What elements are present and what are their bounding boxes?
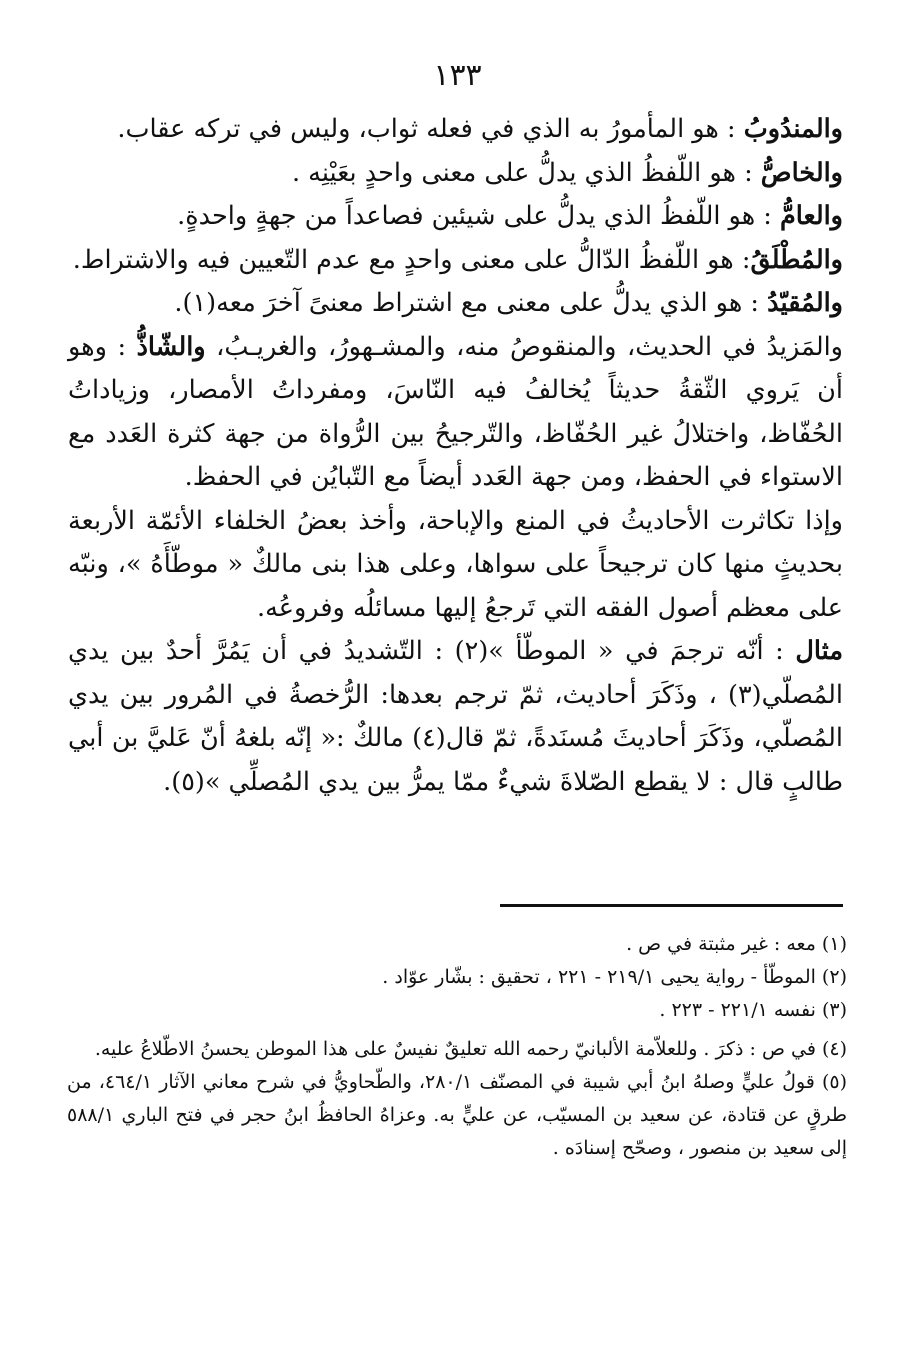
term-mutlaq: والمُطْلَقُ bbox=[750, 244, 843, 275]
definition-muqayyad bbox=[68, 282, 843, 326]
term-khass: والخاصُّ bbox=[760, 157, 843, 188]
definition-text: : هو الذي يدلُّ على معنى مع اشتراط معنىً آخرَ معه(١). bbox=[174, 288, 768, 318]
definition-amm bbox=[68, 195, 843, 239]
definition-khass bbox=[68, 152, 843, 196]
definition-text: : هو اللّفظُ الذي يدلُّ على معنى واحدٍ بعَيْنِه . bbox=[291, 157, 761, 188]
footnote-divider bbox=[500, 904, 843, 907]
paragraph-shadh bbox=[68, 326, 843, 500]
paragraph-example-text: : أنّه ترجمَ في « الموطّأ »(٢) : التّشديدُ في أن يَمُرَّ أحدٌ بين يدي المُصلّي(٣) ، وذَكَرَ أحاديث، ثمّ ترجم بعدها: الرُّخصةُ في المُرور بين يدي المُصلّي، وذَكَرَ أحاديثَ مُسنَدةً، ثمّ قال(٤) مالكٌ :« إنّه بلغهُ أنّ عَليَّ بن أبي طالبٍ قال : لا يقطع الصّلاةَ شيءٌ ممّا يمرُّ بين يدي المُصلِّي »(٥). bbox=[68, 636, 843, 797]
definition-text: : هو المأمورُ به الذي في فعله ثواب، وليس في تركه عقاب. bbox=[117, 114, 744, 144]
definition-mandub bbox=[68, 108, 843, 152]
paragraph-shadh-after: : وهو أن يَروي الثّقةُ حديثاً يُخالفُ فيه النّاسَ، ومفرداتُ الأمصار، وزياداتُ الحُفّاظ، واختلالُ غير الحُفّاظ، والتّرجيحُ بين الرُّواة من جهة كثرة العَدد مع الاستواء في الحفظ، ومن جهة العَدد أيضاً مع التّبايُن في الحفظ. bbox=[68, 331, 843, 492]
page-number: ١٣٣ bbox=[433, 58, 482, 93]
definition-text: : هو اللّفظُ الدّالُّ على معنى واحدٍ مع عدم التّعيين فيه والاشتراط. bbox=[72, 244, 751, 275]
footnote-4: (٤) في ص : ذكرَ . وللعلاّمة الألبانيّ رحمه الله تعليقٌ نفيسٌ على هذا الموطن يحسنُ الاطّلاعُ عليه. bbox=[94, 1038, 847, 1060]
main-text bbox=[68, 108, 843, 804]
footnote-2: (٢) الموطّأ - رواية يحيى ٢١٩/١ - ٢٢١ ، تحقيق : بشّار عوّاد . bbox=[382, 966, 847, 988]
definition-text: : هو اللّفظُ الذي يدلُّ على شيئين فصاعداً من جهةٍ واحدةٍ. bbox=[177, 201, 780, 231]
term-shadh: والشّاذُّ bbox=[136, 331, 206, 362]
footnote-5: (٥) قولُ عليٍّ وصلهُ ابنُ أبي شيبة في المصنّف ٢٨٠/١، والطّحاويُّ في شرح معاني الآثار ٤٦٤/١، من طرقٍ عن قتادة، عن سعيد بن المسيّب، عن عليٍّ به. وعزاهُ الحافظُ ابنُ حجر في فتح الباري ٥٨٨/١ إلى سعيد بن منصور ، وصحّح إسنادَه . bbox=[67, 1071, 848, 1159]
term-example: مثال bbox=[795, 636, 843, 666]
footnotes bbox=[67, 928, 847, 1165]
term-mandub: والمندُوبُ bbox=[743, 114, 843, 144]
footnote-3: (٣) نفسه ٢٢١/١ - ٢٢٣ . bbox=[659, 999, 847, 1021]
term-muqayyad: والمُقيّدُ bbox=[767, 288, 843, 318]
paragraph-example bbox=[68, 630, 843, 804]
footnote-1: (١) معه : غير مثبتة في ص . bbox=[626, 933, 847, 955]
definition-mutlaq bbox=[68, 239, 843, 283]
paragraph-conflict: وإذا تكاثرت الأحاديثُ في المنع والإباحة، وأخذ بعضُ الخلفاء الأئمّة الأربعة بحديثٍ منها كان ترجيحاً على سواها، وعلى هذا بنى مالكٌ « موطّأَهُ »، ونبّه على معظم أصول الفقه التي تَرجعُ إليها مسائلُه وفروعُه. bbox=[68, 505, 843, 623]
term-amm: والعامُّ bbox=[779, 201, 843, 231]
paragraph-shadh-before: والمَزيدُ في الحديث، والمنقوصُ منه، والمشـهورُ، والغريـبُ، bbox=[205, 331, 843, 362]
